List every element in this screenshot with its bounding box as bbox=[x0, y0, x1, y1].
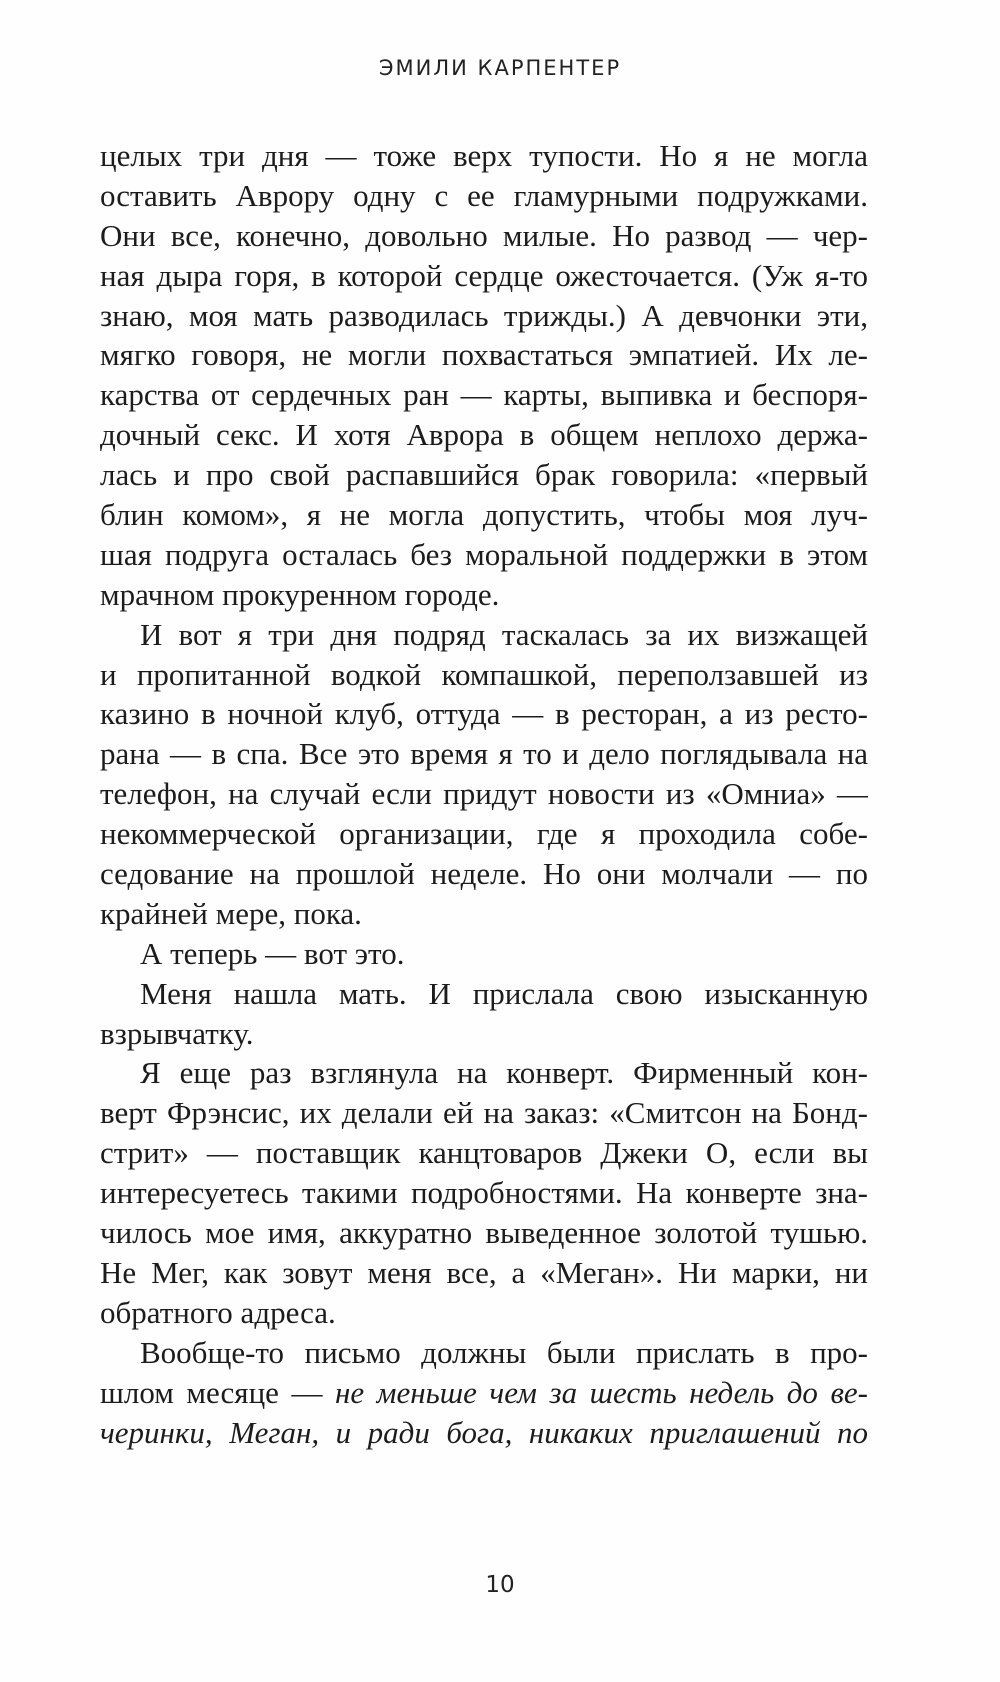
paragraph-1 bbox=[100, 136, 868, 615]
paragraph-5 bbox=[100, 1053, 868, 1332]
running-header: ЭМИЛИ КАРПЕНТЕР bbox=[378, 56, 622, 80]
text-line: оставить Аврору одну с ее гламурными подружками. bbox=[100, 177, 868, 213]
text-line: шая подруга осталась без моральной поддержки в этом bbox=[100, 536, 868, 572]
paragraph-3 bbox=[100, 934, 868, 974]
italic-run: не меньше чем за шесть недель до ве- bbox=[335, 1374, 868, 1410]
paragraph-6 bbox=[100, 1333, 868, 1453]
text-line: крайней мере, пока. bbox=[100, 895, 362, 931]
text-line: телефон, на случай если придут новости из «Омниа» — bbox=[100, 776, 868, 812]
text-line: Меня нашла мать. И прислала свою изысканную bbox=[140, 975, 868, 1011]
text-line: верт Фрэнсис, их делали ей на заказ: «Смитсон на Бонд- bbox=[100, 1095, 868, 1131]
text-line: А теперь — вот это. bbox=[140, 935, 405, 971]
text-line: и пропитанной водкой компашкой, переползавшей из bbox=[100, 656, 868, 692]
text-line: взрывчатку. bbox=[100, 1015, 254, 1051]
text-line: интересуетесь такими подробностями. На конверте зна- bbox=[100, 1175, 868, 1211]
text-line: Не Мег, как зовут меня все, а «Меган». Ни марки, ни bbox=[100, 1254, 868, 1290]
text-line: Они все, конечно, довольно милые. Но развод — чер- bbox=[100, 217, 868, 253]
text-line: седование на прошлой неделе. Но они молчали — по bbox=[100, 856, 868, 892]
text-line: блин комом», я не могла допустить, чтобы моя луч- bbox=[100, 497, 868, 533]
text-line: мягко говоря, не могли похвастаться эмпатией. Их ле- bbox=[100, 337, 868, 373]
text-line: черинки, Меган, и ради бога, никаких приглашений по bbox=[100, 1414, 868, 1450]
text-run: шлом месяце — bbox=[100, 1374, 335, 1410]
body-text bbox=[100, 136, 868, 1452]
text-line: Вообще-то письмо должны были прислать в про- bbox=[140, 1334, 868, 1370]
text-line: дочный секс. И хотя Аврора в общем неплохо держа- bbox=[100, 417, 868, 453]
text-line: некоммерческой организации, где я проходила собе- bbox=[100, 816, 868, 852]
text-line: чилось мое имя, аккуратно выведенное золотой тушью. bbox=[100, 1215, 868, 1251]
text-line: мрачном прокуренном городе. bbox=[100, 576, 500, 612]
text-line: целых три дня — тоже верх тупости. Но я не могла bbox=[100, 138, 868, 173]
text-line: рана — в спа. Все это время я то и дело поглядывала на bbox=[100, 736, 868, 772]
text-line: ная дыра горя, в которой сердце ожесточается. (Уж я-то bbox=[100, 257, 868, 293]
text-line: Я еще раз взглянула на конверт. Фирменный кон- bbox=[140, 1055, 868, 1091]
text-line: казино в ночной клуб, оттуда — в ресторан, а из ресто- bbox=[100, 696, 868, 732]
text-line: обратного адреса. bbox=[100, 1294, 336, 1330]
text-line: карства от сердечных ран — карты, выпивка и беспоря- bbox=[100, 377, 868, 413]
page-number: 10 bbox=[485, 1572, 515, 1598]
text-line: И вот я три дня подряд таскалась за их визжащей bbox=[140, 616, 868, 652]
text-line: стрит» — поставщик канцтоваров Джеки О, если вы bbox=[100, 1135, 868, 1171]
text-line: лась и про свой распавшийся брак говорила: «первый bbox=[100, 457, 868, 493]
text-line bbox=[100, 1373, 868, 1413]
text-line: знаю, моя мать разводилась трижды.) А девчонки эти, bbox=[100, 297, 868, 333]
paragraph-4 bbox=[100, 974, 868, 1054]
paragraph-2 bbox=[100, 615, 868, 934]
